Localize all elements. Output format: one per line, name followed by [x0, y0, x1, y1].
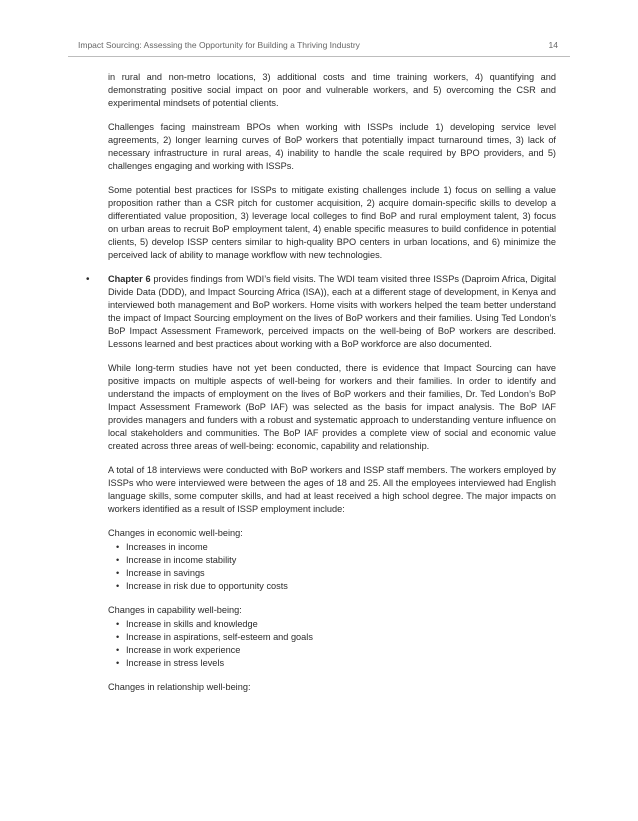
body-content	[86, 71, 556, 695]
header-title: Impact Sourcing: Assessing the Opportunity for Building a Thriving Industry	[78, 40, 360, 50]
bullet-icon: •	[86, 274, 90, 285]
list-item: • Increase in savings	[116, 567, 556, 580]
paragraph-challenges-bpos: Challenges facing mainstream BPOs when working with ISSPs include 1) developing service level agreements, 2) longer learning curves of BoP workers that potentially impact turnaround times, 3) lack of necessary infrastructure in rural areas, 4) inability to handle the scale required by BPO providers, and 5) challenges engaging and working with ISSPs.	[108, 122, 556, 171]
capability-heading: Changes in capability well-being:	[108, 605, 242, 615]
paragraph-best-practices: Some potential best practices for ISSPs to mitigate existing challenges include 1) focus on selling a value proposition rather than a CSR pitch for customer acquisition, 2) acquire domain-specific skills to develop a differentiated value proposition, 3) leverage local colleges to find BoP and rural employment talent, 3) focus on urban areas to recruit BoP employment talent, 4) enable specific measures to build confidence in potential clients, 5) develop ISSP centers similar to high-quality BPO centers in urban locations, and 6) minimize the perceived lack of ability to manage workflow with new technologies.	[108, 185, 556, 260]
list-item: • Increase in work experience	[116, 644, 556, 657]
chapter6-text: provides findings from WDI’s field visits. The WDI team visited three ISSPs (Daproim Africa, Digital Divide Data (DDD), and Impact Sourcing Africa (ISA)), each at a different stage of development, in Kenya and interviewed both management and BoP workers. Home visits with workers helped the team better understand the impact of Impact Sourcing employment on the lives of BoP workers and their families. Using Ted London’s BoP Impact Assessment Framework, perceived impacts on the well-being of BoP workers are described. Lessons learned and best practices about working with a BoP workforce are also documented.	[108, 274, 556, 349]
list-item: • Increase in skills and knowledge	[116, 618, 556, 631]
economic-list	[108, 541, 556, 593]
paragraph-challenges-isps: in rural and non-metro locations, 3) additional costs and time training workers, 4) quantifying and demonstrating positive social impact on poor and vulnerable workers, and 5) overcoming the CSR and experimental mindsets of potential clients.	[108, 72, 556, 108]
economic-heading: Changes in economic well-being:	[108, 528, 243, 538]
paragraph-bop-iaf: While long-term studies have not yet been conducted, there is evidence that Impact Sourcing can have positive impacts on multiple aspects of well-being for workers and their families. In order to identify and understand the impacts of employment on the lives of BoP workers and their families, Dr. Ted London’s BoP Impact Assessment Framework (BoP IAF) was selected as the basis for impact analysis. The BoP IAF provides managers and funders with a robust and systematic approach to understanding venture influence on local stakeholders and communities. The BoP IAF provides a complete view of social and economic value created across three areas of well-being: economic, capability and relationship.	[108, 363, 556, 451]
page-number: 14	[548, 40, 558, 50]
list-item: • Increases in income	[116, 541, 556, 554]
page-header	[68, 40, 570, 54]
list-item: • Increase in risk due to opportunity costs	[116, 580, 556, 593]
paragraph-interviews: A total of 18 interviews were conducted with BoP workers and ISSP staff members. The workers employed by ISSPs who were interviewed were between the ages of 18 and 25. All the employees interviewed had English language skills, some computer skills, and had at least received a high school degree. The major impacts on workers identified as a result of ISSP employment include:	[108, 465, 556, 514]
list-item: • Increase in aspirations, self-esteem and goals	[116, 631, 556, 644]
chapter6-label: Chapter 6	[108, 274, 151, 284]
list-item: • Increase in income stability	[116, 554, 556, 567]
capability-list	[108, 618, 556, 670]
relationship-heading: Changes in relationship well-being:	[108, 682, 251, 692]
header-rule	[68, 56, 570, 57]
list-item: • Increase in stress levels	[116, 657, 556, 670]
chapter6-bullet-item	[86, 273, 556, 351]
